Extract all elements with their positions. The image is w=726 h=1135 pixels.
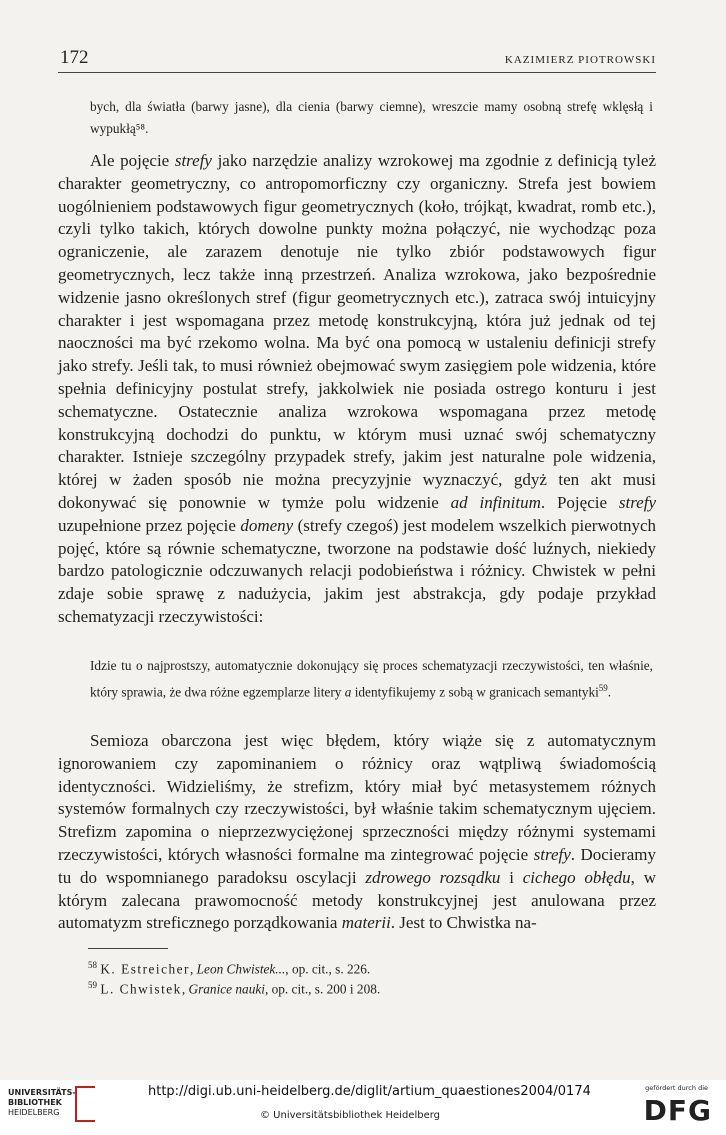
p2-text-4: , w którym zalecana prawomocność metody konstrukcyjnej jest anulowana przez automatyzm streficznego porządkowania — [58, 867, 656, 933]
quote-1-text: bych, dla światła (barwy jasne), dla cienia (barwy ciemne), wreszcie mamy osobną strefę wklęsłą i wypukłą⁵⁸. — [90, 99, 653, 136]
library-line-1: UNIVERSITÄTS- — [8, 1088, 76, 1097]
p1-text-4: uzupełnione przez pojęcie — [58, 515, 241, 535]
p1-text-3: . Pojęcie — [540, 492, 619, 512]
footnote-58 — [88, 960, 370, 977]
footnote-author: L. Chwistek — [100, 981, 182, 997]
footnote-title: Granice nauki — [188, 981, 265, 997]
p2-italic-4: materii — [341, 913, 391, 933]
dfg-logo: DFG — [643, 1094, 712, 1127]
q2-text-3: . — [607, 684, 612, 700]
p2-text-1: Semioza obarczona jest więc błędem, który wiąże się z automatycznym ignorowaniem czy zapominaniem o różnicy oraz wątpliwą świadomością identyczności. Widzieliśmy, że strefizm, który miał być metasystemem różnych systemów formalnych czy rzeczywistości, był właśnie takim schematycznym ujęciem. Strefizm zapomina o nieprzezwyciężonej sprzeczności między różnymi systemami rzeczywistości, których własności formalne ma zintegrować pojęcie — [58, 731, 656, 864]
p1-text-2: jako narzędzie analizy wzrokowej ma zgodnie z definicją tyleż charakter geometryczny, co antropomorficzny czy organiczny. Strefa jest bowiem uogólnieniem podstawowych figur geometrycznych (koło, trójkąt, kwadrat, romb etc.), czyli tylko takich, których dowolne punkty można połączyć, nie wychodząc poza ograniczenie, ale zarazem denotuje nie tylko zbiór podstawowych figur geometrycznych, lecz także inną przestrzeń. Analiza wzrokowa, jako bezpośrednie widzenie jasno określonych stref (figur geometrycznych etc.), zatraca swój intuicyjny charakter i jest wspomagana przez metodę konstrukcyjną, która już jednak od tej naoczności ma być rzekomo wolna. Ma być ona pomocą w ustaleniu definicji strefy jako strefy. Jeśli tak, to musi również obejmować swym zasięgiem pole widzenia, które spełnia definicyjny postulat strefy, jakkolwiek nie posiada ostrego konturu i jest schematyczne. Ostatecznie analiza wzrokowa wspomagana przez metodę konstrukcyjną dochodzi do punktu, w którym musi uznać swój schematyczny charakter. Istnieje szczególny przypadek strefy, jakim jest naturalne pole widzenia, której w żaden sposób nie można precyzyjnie wyznaczyć, gdyż ten akt musi dokonywać się ponownie w tymże polu widzenie — [58, 151, 656, 512]
q2-italic: a — [344, 684, 352, 700]
footnote-sep: , — [189, 961, 197, 977]
source-link[interactable]: http://digi.ub.uni-heidelberg.de/diglit/artium_quaestiones2004/0174 — [148, 1084, 591, 1099]
footnote-rule — [88, 948, 168, 949]
footnote-sep: , — [181, 981, 189, 997]
q2-text-2: identyfikujemy z sobą w granicach semantyki — [351, 684, 599, 700]
library-logo — [8, 1088, 76, 1118]
paragraph-1 — [58, 150, 656, 629]
footnote-title: Leon Chwistek... — [196, 961, 286, 977]
p2-italic-2: zdrowego rozsądku — [365, 867, 501, 887]
footnote-num: 59 — [88, 980, 97, 990]
footnote-rest: , op. cit., s. 200 i 208. — [264, 981, 381, 997]
footnote-author: K. Estreicher — [100, 961, 190, 977]
copyright-text: © Universitätsbibliothek Heidelberg — [260, 1110, 441, 1121]
p2-italic-1: strefy — [533, 844, 571, 864]
q2-text-1: Idzie tu o najprostszy, automatycznie dokonujący się proces schematyzacji rzeczywistości, ten właśnie, który sprawia, że dwa różne egzemplarze litery — [90, 658, 653, 700]
footnote-num: 58 — [88, 960, 97, 970]
paragraph-2 — [58, 730, 656, 935]
p2-text-5: . Jest to Chwistka na- — [390, 913, 537, 933]
p1-text-5: (strefy czegoś) jest modelem wszelkich pierwotnych pojęć, które są równie schematyczne, tworzone na podstawie dość luźnych, niekiedy bardzo patologicznie odczuwanych relacji podobieństwa i różnicy. Chwistek w pełni zdaje sobie sprawę z nadużycia, jakim jest abstrakcja, gdy podaje przykład schematyzacji rzeczywistości: — [58, 515, 656, 626]
p2-text-2: . Docieramy tu do wspomnianego paradoksu oscylacji — [58, 844, 656, 887]
running-head: KAZIMIERZ PIOTROWSKI — [504, 54, 656, 66]
block-quote-1 — [90, 96, 653, 140]
p1-italic-2: ad infinitum — [450, 492, 541, 512]
p1-italic-4: domeny — [240, 515, 294, 535]
block-quote-2 — [90, 655, 653, 703]
library-line-3: HEIDELBERG — [8, 1108, 60, 1117]
p1-italic-3: strefy — [618, 492, 656, 512]
footnote-ref-59: 59 — [598, 683, 608, 693]
footer-bar — [0, 1080, 726, 1135]
p2-italic-3: cichego obłędu — [522, 867, 631, 887]
p1-italic-1: strefy — [174, 151, 212, 170]
p1-text-1: Ale pojęcie — [90, 151, 175, 170]
footnote-59 — [88, 980, 380, 997]
footnote-rest: , op. cit., s. 226. — [285, 961, 371, 977]
library-emblem-icon — [75, 1086, 95, 1122]
funder-note: gefördert durch die — [645, 1084, 708, 1092]
library-line-2: BIBLIOTHEK — [8, 1098, 62, 1107]
p2-text-3: i — [500, 867, 523, 887]
page-number: 172 — [60, 47, 89, 68]
header-rule — [58, 72, 656, 73]
